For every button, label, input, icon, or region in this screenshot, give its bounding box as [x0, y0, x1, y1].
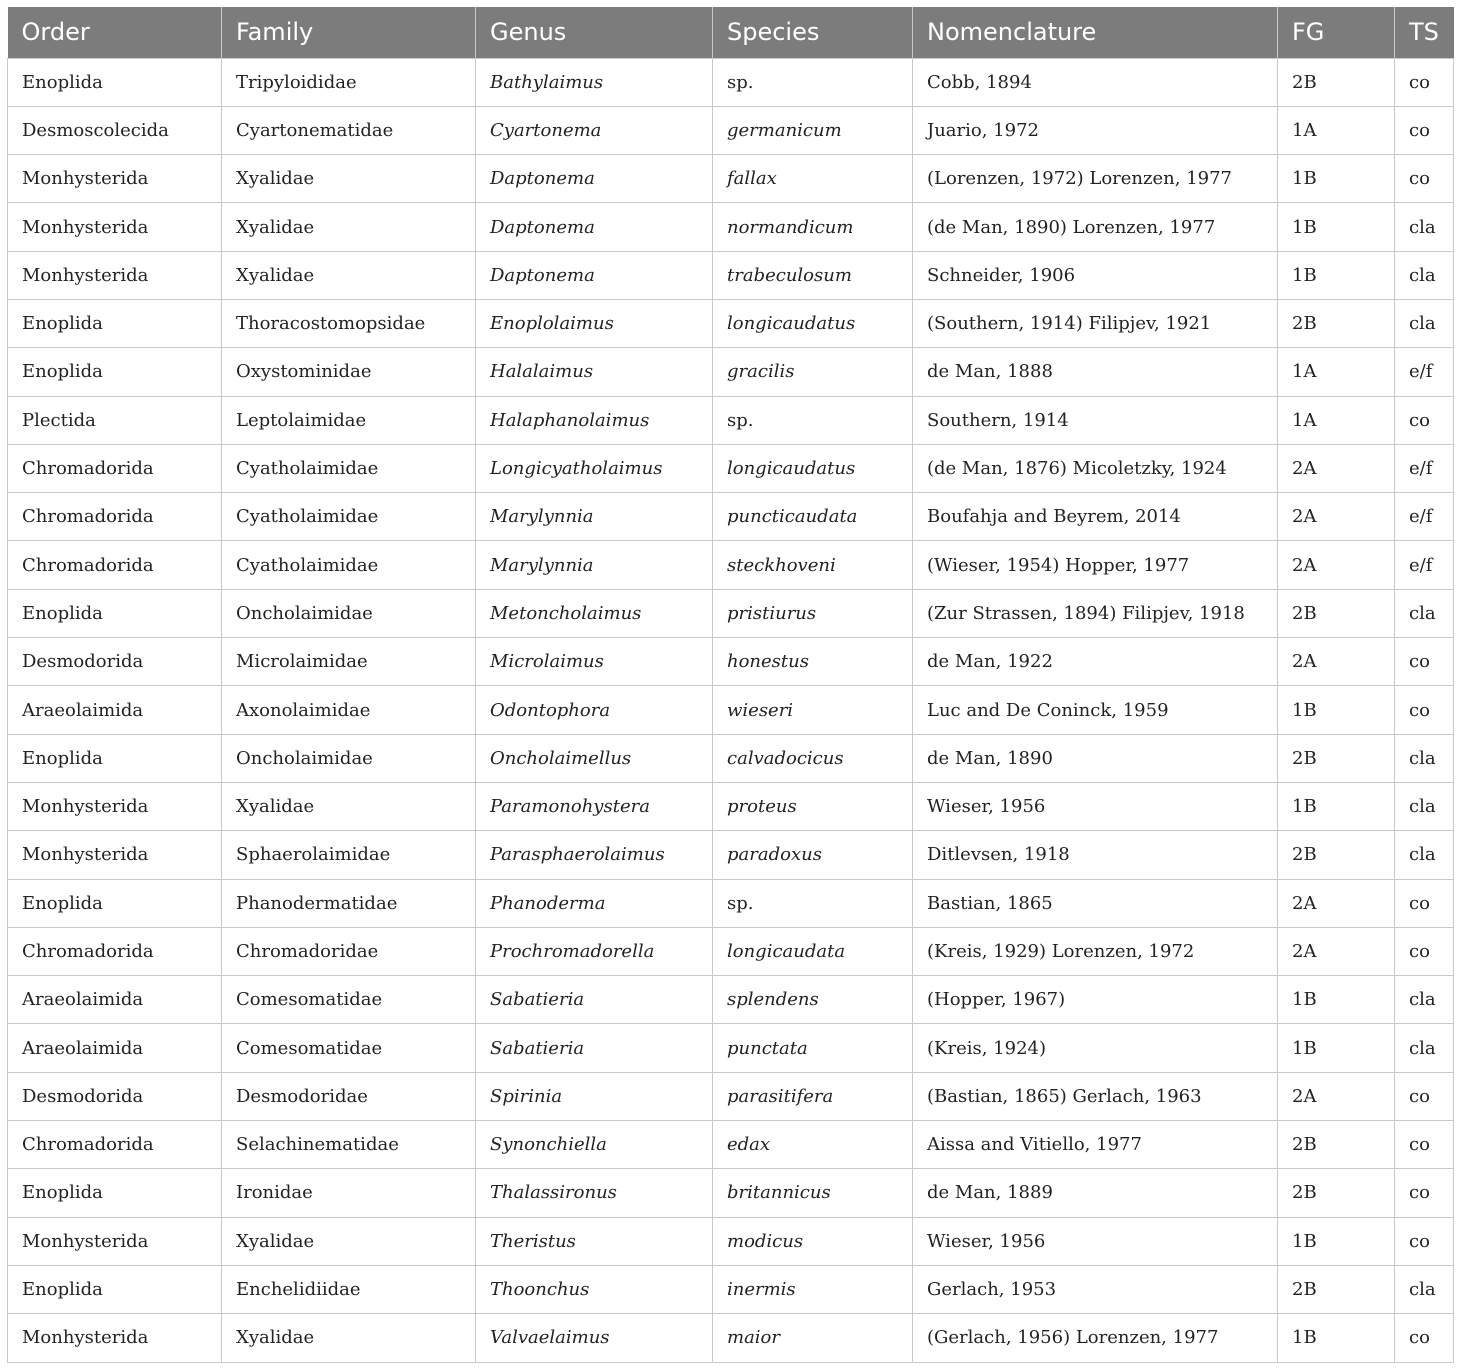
table-row — [8, 155, 1454, 203]
cell-family: Chromadoridae — [222, 927, 476, 975]
cell-family: Comesomatidae — [222, 976, 476, 1024]
cell-family: Microlaimidae — [222, 638, 476, 686]
cell-nomenclature: Wieser, 1956 — [913, 782, 1278, 830]
cell-nomenclature: (Kreis, 1924) — [913, 1024, 1278, 1072]
cell-order: Monhysterida — [8, 251, 222, 299]
header-species: Species — [713, 7, 913, 58]
cell-order: Enoplida — [8, 589, 222, 637]
cell-species: honestus — [713, 638, 913, 686]
cell-ts: cla — [1395, 251, 1454, 299]
cell-fg: 2B — [1278, 831, 1395, 879]
cell-order: Araeolaimida — [8, 976, 222, 1024]
cell-genus: Oncholaimellus — [476, 734, 713, 782]
table-body — [8, 58, 1454, 1362]
cell-ts: co — [1395, 1121, 1454, 1169]
cell-species: proteus — [713, 782, 913, 830]
cell-genus: Sabatieria — [476, 1024, 713, 1072]
cell-genus: Bathylaimus — [476, 58, 713, 106]
cell-ts: co — [1395, 58, 1454, 106]
cell-fg: 1B — [1278, 1314, 1395, 1362]
cell-species: sp. — [713, 879, 913, 927]
cell-nomenclature: de Man, 1889 — [913, 1169, 1278, 1217]
cell-ts: co — [1395, 1314, 1454, 1362]
cell-ts: cla — [1395, 1265, 1454, 1313]
cell-genus: Microlaimus — [476, 638, 713, 686]
cell-fg: 2B — [1278, 1265, 1395, 1313]
cell-family: Oncholaimidae — [222, 589, 476, 637]
cell-nomenclature: Boufahja and Beyrem, 2014 — [913, 493, 1278, 541]
table-row — [8, 1217, 1454, 1265]
header-order: Order — [8, 7, 222, 58]
cell-species: sp. — [713, 396, 913, 444]
table-row — [8, 927, 1454, 975]
table-row — [8, 1169, 1454, 1217]
cell-species: gracilis — [713, 348, 913, 396]
cell-nomenclature: de Man, 1922 — [913, 638, 1278, 686]
cell-family: Oncholaimidae — [222, 734, 476, 782]
table-row — [8, 638, 1454, 686]
cell-family: Comesomatidae — [222, 1024, 476, 1072]
cell-nomenclature: (Bastian, 1865) Gerlach, 1963 — [913, 1072, 1278, 1120]
cell-ts: co — [1395, 155, 1454, 203]
cell-species: longicaudata — [713, 927, 913, 975]
table-row — [8, 1265, 1454, 1313]
cell-family: Thoracostomopsidae — [222, 299, 476, 347]
cell-order: Monhysterida — [8, 203, 222, 251]
table-row — [8, 493, 1454, 541]
cell-fg: 2A — [1278, 638, 1395, 686]
cell-genus: Daptonema — [476, 251, 713, 299]
cell-genus: Halalaimus — [476, 348, 713, 396]
cell-family: Ironidae — [222, 1169, 476, 1217]
cell-order: Enoplida — [8, 1265, 222, 1313]
cell-order: Chromadorida — [8, 1121, 222, 1169]
cell-ts: cla — [1395, 734, 1454, 782]
cell-fg: 2B — [1278, 1121, 1395, 1169]
cell-species: paradoxus — [713, 831, 913, 879]
cell-order: Enoplida — [8, 58, 222, 106]
table-row — [8, 541, 1454, 589]
cell-genus: Sabatieria — [476, 976, 713, 1024]
cell-ts: co — [1395, 927, 1454, 975]
cell-fg: 2A — [1278, 444, 1395, 492]
cell-order: Monhysterida — [8, 1217, 222, 1265]
cell-ts: cla — [1395, 782, 1454, 830]
table-row — [8, 686, 1454, 734]
cell-species: britannicus — [713, 1169, 913, 1217]
cell-ts: cla — [1395, 299, 1454, 347]
cell-nomenclature: Ditlevsen, 1918 — [913, 831, 1278, 879]
cell-family: Cyatholaimidae — [222, 541, 476, 589]
header-nomenclature: Nomenclature — [913, 7, 1278, 58]
cell-genus: Cyartonema — [476, 106, 713, 154]
cell-ts: cla — [1395, 1024, 1454, 1072]
cell-genus: Valvaelaimus — [476, 1314, 713, 1362]
cell-order: Desmoscolecida — [8, 106, 222, 154]
cell-family: Xyalidae — [222, 1314, 476, 1362]
header-ts: TS — [1395, 7, 1454, 58]
cell-nomenclature: (Kreis, 1929) Lorenzen, 1972 — [913, 927, 1278, 975]
cell-order: Monhysterida — [8, 782, 222, 830]
cell-nomenclature: Aissa and Vitiello, 1977 — [913, 1121, 1278, 1169]
cell-nomenclature: Luc and De Coninck, 1959 — [913, 686, 1278, 734]
table-header — [8, 7, 1454, 58]
cell-order: Desmodorida — [8, 638, 222, 686]
cell-ts: cla — [1395, 203, 1454, 251]
cell-order: Enoplida — [8, 348, 222, 396]
cell-order: Enoplida — [8, 1169, 222, 1217]
cell-fg: 2A — [1278, 541, 1395, 589]
cell-nomenclature: (Gerlach, 1956) Lorenzen, 1977 — [913, 1314, 1278, 1362]
cell-nomenclature: (de Man, 1890) Lorenzen, 1977 — [913, 203, 1278, 251]
table-row — [8, 251, 1454, 299]
cell-species: fallax — [713, 155, 913, 203]
cell-nomenclature: Southern, 1914 — [913, 396, 1278, 444]
table-row — [8, 396, 1454, 444]
cell-nomenclature: (Southern, 1914) Filipjev, 1921 — [913, 299, 1278, 347]
cell-ts: co — [1395, 1217, 1454, 1265]
cell-species: wieseri — [713, 686, 913, 734]
cell-order: Plectida — [8, 396, 222, 444]
cell-genus: Daptonema — [476, 155, 713, 203]
cell-fg: 2B — [1278, 1169, 1395, 1217]
table-row — [8, 1121, 1454, 1169]
species-table — [7, 7, 1454, 1363]
cell-genus: Odontophora — [476, 686, 713, 734]
cell-order: Chromadorida — [8, 927, 222, 975]
cell-species: puncticaudata — [713, 493, 913, 541]
header-row — [8, 7, 1454, 58]
cell-nomenclature: Schneider, 1906 — [913, 251, 1278, 299]
table-row — [8, 299, 1454, 347]
cell-species: parasitifera — [713, 1072, 913, 1120]
cell-order: Chromadorida — [8, 493, 222, 541]
cell-family: Tripyloididae — [222, 58, 476, 106]
cell-fg: 2A — [1278, 493, 1395, 541]
cell-nomenclature: Gerlach, 1953 — [913, 1265, 1278, 1313]
cell-fg: 2A — [1278, 879, 1395, 927]
cell-nomenclature: (de Man, 1876) Micoletzky, 1924 — [913, 444, 1278, 492]
cell-fg: 1A — [1278, 106, 1395, 154]
cell-family: Sphaerolaimidae — [222, 831, 476, 879]
cell-order: Desmodorida — [8, 1072, 222, 1120]
table-row — [8, 1072, 1454, 1120]
cell-order: Monhysterida — [8, 155, 222, 203]
cell-genus: Marylynnia — [476, 541, 713, 589]
cell-nomenclature: Cobb, 1894 — [913, 58, 1278, 106]
table-row — [8, 782, 1454, 830]
cell-family: Enchelidiidae — [222, 1265, 476, 1313]
cell-family: Xyalidae — [222, 782, 476, 830]
cell-fg: 1B — [1278, 1024, 1395, 1072]
table-row — [8, 203, 1454, 251]
cell-genus: Synonchiella — [476, 1121, 713, 1169]
cell-genus: Thoonchus — [476, 1265, 713, 1313]
cell-genus: Halaphanolaimus — [476, 396, 713, 444]
cell-genus: Daptonema — [476, 203, 713, 251]
cell-order: Enoplida — [8, 734, 222, 782]
cell-family: Xyalidae — [222, 251, 476, 299]
cell-ts: cla — [1395, 589, 1454, 637]
cell-fg: 1B — [1278, 976, 1395, 1024]
cell-family: Phanodermatidae — [222, 879, 476, 927]
cell-species: edax — [713, 1121, 913, 1169]
cell-nomenclature: (Wieser, 1954) Hopper, 1977 — [913, 541, 1278, 589]
table-row — [8, 106, 1454, 154]
table-row — [8, 589, 1454, 637]
cell-ts: e/f — [1395, 444, 1454, 492]
cell-family: Axonolaimidae — [222, 686, 476, 734]
cell-family: Cyatholaimidae — [222, 493, 476, 541]
header-genus: Genus — [476, 7, 713, 58]
cell-ts: e/f — [1395, 541, 1454, 589]
table-row — [8, 444, 1454, 492]
cell-genus: Spirinia — [476, 1072, 713, 1120]
cell-genus: Marylynnia — [476, 493, 713, 541]
cell-fg: 2A — [1278, 1072, 1395, 1120]
cell-ts: cla — [1395, 976, 1454, 1024]
table-row — [8, 879, 1454, 927]
cell-ts: co — [1395, 879, 1454, 927]
cell-fg: 2B — [1278, 734, 1395, 782]
cell-fg: 2B — [1278, 58, 1395, 106]
cell-species: maior — [713, 1314, 913, 1362]
table-row — [8, 976, 1454, 1024]
cell-family: Xyalidae — [222, 203, 476, 251]
table-row — [8, 58, 1454, 106]
table-row — [8, 1024, 1454, 1072]
cell-species: calvadocicus — [713, 734, 913, 782]
cell-fg: 1B — [1278, 155, 1395, 203]
table-row — [8, 734, 1454, 782]
cell-genus: Longicyatholaimus — [476, 444, 713, 492]
cell-genus: Prochromadorella — [476, 927, 713, 975]
table-row — [8, 831, 1454, 879]
cell-order: Araeolaimida — [8, 1024, 222, 1072]
cell-fg: 1B — [1278, 251, 1395, 299]
cell-fg: 1B — [1278, 782, 1395, 830]
cell-fg: 1B — [1278, 686, 1395, 734]
cell-species: normandicum — [713, 203, 913, 251]
cell-species: germanicum — [713, 106, 913, 154]
cell-fg: 1B — [1278, 1217, 1395, 1265]
cell-nomenclature: Juario, 1972 — [913, 106, 1278, 154]
table-row — [8, 348, 1454, 396]
cell-genus: Parasphaerolaimus — [476, 831, 713, 879]
table-row — [8, 1314, 1454, 1362]
cell-order: Enoplida — [8, 299, 222, 347]
cell-species: trabeculosum — [713, 251, 913, 299]
cell-family: Selachinematidae — [222, 1121, 476, 1169]
cell-order: Monhysterida — [8, 1314, 222, 1362]
cell-species: inermis — [713, 1265, 913, 1313]
cell-family: Cyatholaimidae — [222, 444, 476, 492]
cell-family: Cyartonematidae — [222, 106, 476, 154]
cell-genus: Enoplolaimus — [476, 299, 713, 347]
cell-species: pristiurus — [713, 589, 913, 637]
cell-genus: Metoncholaimus — [476, 589, 713, 637]
cell-family: Xyalidae — [222, 1217, 476, 1265]
cell-fg: 2B — [1278, 299, 1395, 347]
cell-ts: co — [1395, 638, 1454, 686]
cell-ts: co — [1395, 106, 1454, 154]
cell-order: Chromadorida — [8, 444, 222, 492]
cell-nomenclature: Bastian, 1865 — [913, 879, 1278, 927]
cell-nomenclature: (Hopper, 1967) — [913, 976, 1278, 1024]
cell-species: sp. — [713, 58, 913, 106]
cell-ts: e/f — [1395, 348, 1454, 396]
cell-fg: 1A — [1278, 396, 1395, 444]
cell-species: punctata — [713, 1024, 913, 1072]
cell-ts: e/f — [1395, 493, 1454, 541]
cell-family: Oxystominidae — [222, 348, 476, 396]
cell-genus: Paramonohystera — [476, 782, 713, 830]
cell-ts: cla — [1395, 831, 1454, 879]
cell-ts: co — [1395, 1169, 1454, 1217]
cell-species: steckhoveni — [713, 541, 913, 589]
cell-species: modicus — [713, 1217, 913, 1265]
cell-ts: co — [1395, 396, 1454, 444]
cell-fg: 2A — [1278, 927, 1395, 975]
cell-nomenclature: (Zur Strassen, 1894) Filipjev, 1918 — [913, 589, 1278, 637]
cell-family: Xyalidae — [222, 155, 476, 203]
cell-fg: 1B — [1278, 203, 1395, 251]
cell-genus: Phanoderma — [476, 879, 713, 927]
cell-nomenclature: de Man, 1888 — [913, 348, 1278, 396]
cell-family: Leptolaimidae — [222, 396, 476, 444]
cell-order: Enoplida — [8, 879, 222, 927]
cell-species: longicaudatus — [713, 444, 913, 492]
cell-fg: 1A — [1278, 348, 1395, 396]
cell-ts: co — [1395, 686, 1454, 734]
cell-order: Araeolaimida — [8, 686, 222, 734]
cell-family: Desmodoridae — [222, 1072, 476, 1120]
cell-nomenclature: (Lorenzen, 1972) Lorenzen, 1977 — [913, 155, 1278, 203]
header-family: Family — [222, 7, 476, 58]
cell-genus: Thalassironus — [476, 1169, 713, 1217]
header-fg: FG — [1278, 7, 1395, 58]
cell-species: splendens — [713, 976, 913, 1024]
cell-nomenclature: de Man, 1890 — [913, 734, 1278, 782]
cell-order: Monhysterida — [8, 831, 222, 879]
cell-genus: Theristus — [476, 1217, 713, 1265]
cell-fg: 2B — [1278, 589, 1395, 637]
cell-nomenclature: Wieser, 1956 — [913, 1217, 1278, 1265]
cell-ts: co — [1395, 1072, 1454, 1120]
cell-order: Chromadorida — [8, 541, 222, 589]
cell-species: longicaudatus — [713, 299, 913, 347]
